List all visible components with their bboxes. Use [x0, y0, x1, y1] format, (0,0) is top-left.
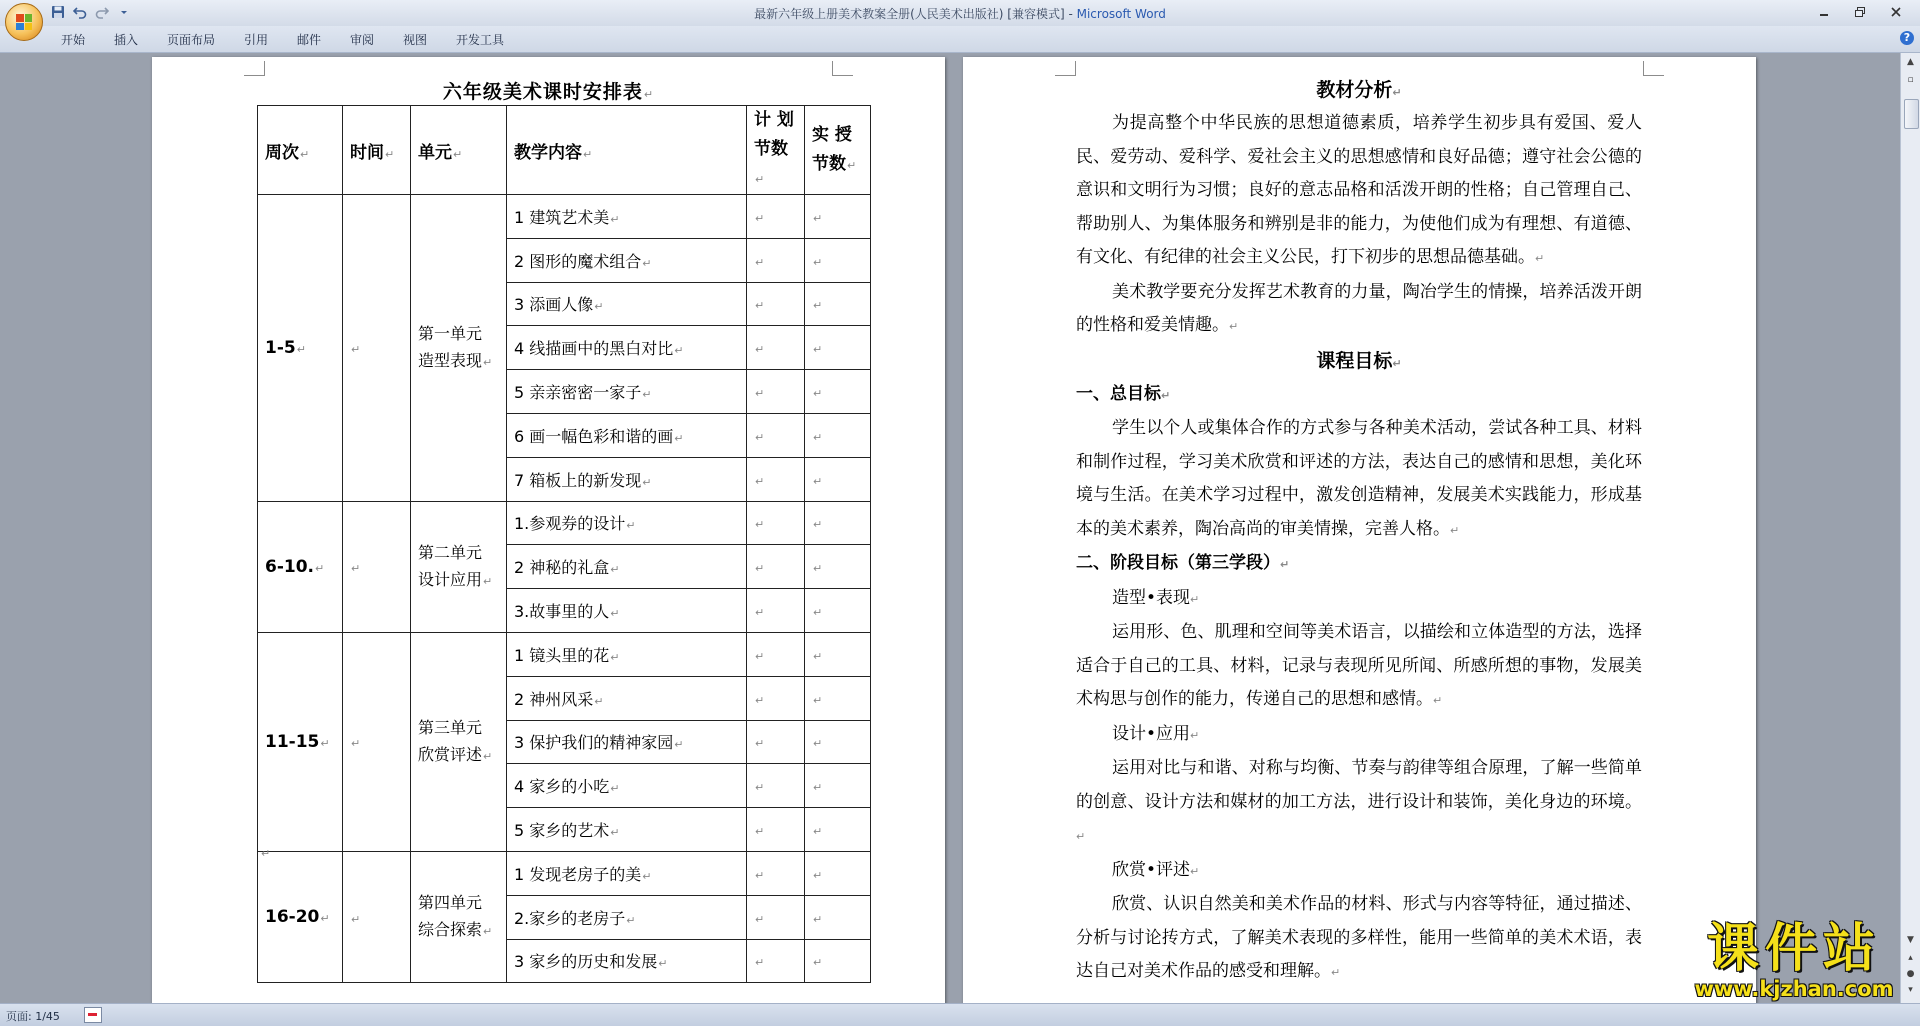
tab-insert[interactable]: 插入 — [114, 33, 139, 47]
cell-mark-icon: ↵ — [755, 781, 765, 795]
section-heading-text: 一、总目标 — [1076, 383, 1161, 404]
cell-mark-icon: ↵ — [813, 912, 823, 926]
planned-hours-cell[interactable] — [747, 457, 805, 501]
week-label: 11-15 — [265, 731, 320, 752]
cell-mark-icon: ↵ — [296, 342, 306, 356]
table-row — [258, 632, 871, 676]
cell-mark-icon: ↵ — [351, 343, 361, 357]
table-row — [258, 851, 871, 895]
cell-mark-icon: ↵ — [755, 825, 765, 839]
lesson-label: 2 图形的魔术组合 — [514, 251, 642, 271]
unit-label-line1: 第一单元 — [418, 323, 483, 343]
office-logo-icon — [16, 14, 32, 30]
paragraph-mark-icon: ↵ — [1280, 558, 1290, 571]
subheading — [1076, 718, 1642, 753]
lesson-cell[interactable] — [507, 851, 747, 895]
lesson-cell[interactable] — [507, 326, 747, 370]
paragraph — [1076, 107, 1642, 276]
planned-hours-cell[interactable] — [747, 589, 805, 633]
title-separator: - — [1064, 7, 1077, 21]
cell-mark-icon: ↵ — [610, 212, 620, 226]
ribbon-tabs — [0, 26, 1920, 53]
planned-hours-cell[interactable] — [747, 808, 805, 852]
paragraph-mark-icon: ↵ — [1392, 86, 1402, 99]
cell-mark-icon: ↵ — [755, 299, 765, 313]
cell-mark-icon: ↵ — [755, 343, 765, 357]
unit-label-line2: 综合探索 — [418, 920, 483, 940]
planned-hours-cell[interactable] — [747, 895, 805, 939]
minimize-icon[interactable] — [1806, 2, 1842, 22]
help-icon[interactable]: ? — [1900, 31, 1914, 45]
actual-hours-cell[interactable] — [805, 238, 871, 282]
cell-mark-icon: ↵ — [351, 737, 361, 751]
unit-cell[interactable] — [411, 851, 507, 982]
cell-mark-icon: ↵ — [755, 606, 765, 620]
actual-hours-cell[interactable] — [805, 808, 871, 852]
planned-hours-cell[interactable] — [747, 764, 805, 808]
paragraph-mark-icon: ↵ — [1190, 864, 1200, 878]
week-cell[interactable] — [258, 501, 343, 632]
lesson-cell[interactable] — [507, 282, 747, 326]
select-browse-object-icon[interactable]: ● — [1906, 969, 1915, 979]
tab-developer[interactable]: 开发工具 — [456, 33, 505, 47]
actual-hours-cell[interactable] — [805, 501, 871, 545]
watermark-url: www.kjzhan.com — [1694, 977, 1894, 1001]
header-actual — [805, 106, 871, 195]
lesson-label: 5 家乡的艺术 — [514, 821, 610, 841]
scrollbar-thumb[interactable] — [1904, 99, 1919, 129]
planned-hours-cell[interactable] — [747, 413, 805, 457]
lesson-label: 4 线描画中的黑白对比 — [514, 339, 674, 359]
actual-hours-cell[interactable] — [805, 939, 871, 983]
table-row — [258, 501, 871, 545]
paragraph-mark-icon: ↵ — [1535, 252, 1545, 265]
cell-mark-icon: ↵ — [813, 606, 823, 620]
lesson-cell[interactable] — [507, 589, 747, 633]
cell-mark-icon: ↵ — [755, 474, 765, 488]
paragraph-mark-icon: ↵ — [1433, 694, 1443, 707]
tab-home[interactable]: 开始 — [61, 33, 86, 47]
cell-mark-icon: ↵ — [594, 300, 604, 314]
cell-mark-icon: ↵ — [315, 561, 325, 575]
cell-mark-icon: ↵ — [813, 255, 823, 269]
unit-cell[interactable] — [411, 632, 507, 851]
cell-mark-icon: ↵ — [610, 826, 620, 840]
paragraph — [1076, 752, 1642, 854]
paragraph-mark-icon: ↵ — [1229, 320, 1239, 333]
cell-mark-icon: ↵ — [483, 574, 493, 588]
cell-mark-icon: ↵ — [813, 430, 823, 444]
table-title — [152, 77, 945, 104]
cell-mark-icon: ↵ — [755, 255, 765, 269]
title-bar — [0, 0, 1920, 27]
actual-hours-cell[interactable] — [805, 589, 871, 633]
paragraph-mark-icon: ↵ — [643, 88, 655, 101]
cell-mark-icon: ↵ — [483, 925, 493, 939]
cell-mark-icon: ↵ — [755, 912, 765, 926]
planned-hours-cell[interactable] — [747, 282, 805, 326]
cell-mark-icon: ↵ — [813, 649, 823, 663]
actual-hours-cell[interactable] — [805, 195, 871, 239]
cell-mark-icon: ↵ — [755, 649, 765, 663]
cell-mark-icon: ↵ — [813, 825, 823, 839]
header-unit — [411, 106, 507, 195]
tab-references[interactable]: 引用 — [244, 33, 269, 47]
lesson-cell[interactable] — [507, 632, 747, 676]
cell-mark-icon: ↵ — [642, 475, 652, 489]
unit-cell[interactable] — [411, 501, 507, 632]
cell-mark-icon: ↵ — [755, 173, 765, 186]
cell-mark-icon: ↵ — [453, 147, 463, 161]
week-label: 16-20 — [265, 907, 320, 928]
vertical-scrollbar[interactable] — [1900, 53, 1920, 1003]
cell-mark-icon: ↵ — [847, 158, 857, 172]
lesson-label: 1.参观券的设计 — [514, 514, 626, 534]
watermark — [1668, 920, 1920, 1010]
paragraph-mark-icon: ↵ — [1076, 830, 1086, 843]
paragraph-mark-icon: ↵ — [1161, 388, 1171, 402]
lesson-label: 1 建筑艺术美 — [514, 207, 610, 227]
document-area[interactable] — [0, 53, 1900, 1003]
paragraph-text: 欣赏、认识自然美和美术作品的材料、形式与内容等特征，通过描述、分析与讨论抟方式，了解美术表现的多样性，能用一些简单的美术术语，表达自己对美术作品的感受和理解。 — [1076, 894, 1642, 981]
lesson-cell[interactable] — [507, 195, 747, 239]
actual-hours-cell[interactable] — [805, 632, 871, 676]
subheading — [1076, 854, 1642, 889]
actual-hours-cell[interactable] — [805, 851, 871, 895]
lesson-cell[interactable] — [507, 895, 747, 939]
paragraph-text: 学生以个人或集体合作的方式参与各种美术活动，尝试各种工具、材料和制作过程，学习美术欣赏和评述的方法，表达自己的感情和思想，美化环境与生活。在美术学习过程中，激发创造精神，发展美术实践能力，形成基本的美术素养，陶冶高尚的审美情操，完善人格。 — [1076, 418, 1642, 539]
header-content — [507, 106, 747, 195]
unit-label-line2: 造型表现 — [418, 350, 483, 370]
planned-hours-cell[interactable] — [747, 195, 805, 239]
cell-mark-icon: ↵ — [483, 355, 493, 369]
cell-mark-icon: ↵ — [642, 256, 652, 270]
cell-mark-icon: ↵ — [755, 211, 765, 225]
lesson-cell[interactable] — [507, 370, 747, 414]
paragraph — [1076, 276, 1642, 344]
subheading — [1076, 582, 1642, 617]
paragraph-text: 运用形、色、肌理和空间等美术语言，以描绘和立体造型的方法，选择适合于自己的工具、材料，记录与表现所见所闻、所感所想的事物，发展美术构思与创作的能力，传递自己的思想和感情。 — [1076, 622, 1642, 709]
cell-mark-icon: ↵ — [626, 913, 636, 927]
planned-hours-cell[interactable] — [747, 545, 805, 589]
lesson-label: 3 家乡的历史和发展 — [514, 952, 658, 972]
unit-label-line2: 欣赏评述 — [418, 744, 483, 764]
cell-mark-icon: ↵ — [583, 147, 593, 161]
paragraph-mark-icon: ↵ — [1392, 356, 1402, 370]
table-title-text: 六年级美术课时安排表 — [442, 81, 643, 103]
paragraph — [1076, 888, 1642, 990]
week-cell[interactable] — [258, 851, 343, 982]
lesson-label: 2 神秘的礼盒 — [514, 558, 610, 578]
tab-page-layout[interactable]: 页面布局 — [167, 33, 216, 47]
window-controls — [1806, 2, 1914, 22]
cell-mark-icon: ↵ — [755, 693, 765, 707]
lesson-label: 3 添画人像 — [514, 295, 594, 315]
heading-text: 课程目标 — [1316, 349, 1393, 372]
planned-hours-cell[interactable] — [747, 238, 805, 282]
cell-mark-icon: ↵ — [674, 344, 684, 358]
lesson-label: 1 镜头里的花 — [514, 645, 610, 665]
tab-view[interactable]: 视图 — [403, 33, 428, 47]
actual-hours-cell[interactable] — [805, 545, 871, 589]
cell-mark-icon: ↵ — [813, 693, 823, 707]
table-header-row — [258, 106, 871, 195]
planned-hours-cell[interactable] — [747, 326, 805, 370]
table-row — [258, 195, 871, 239]
app-name: Microsoft Word — [1076, 7, 1166, 21]
cell-mark-icon: ↵ — [351, 562, 361, 576]
cell-mark-icon: ↵ — [300, 147, 310, 161]
lesson-cell[interactable] — [507, 764, 747, 808]
office-button[interactable] — [5, 3, 43, 41]
paragraph-mark-icon: ↵ — [1450, 523, 1460, 537]
week-label: 1-5 — [265, 337, 296, 358]
cell-mark-icon: ↵ — [813, 211, 823, 225]
subheading-text: 造型•表现 — [1112, 587, 1191, 608]
cell-mark-icon: ↵ — [610, 607, 620, 621]
lesson-label: 2.家乡的老房子 — [514, 908, 626, 928]
cell-mark-icon: ↵ — [642, 388, 652, 402]
cell-mark-icon: ↵ — [594, 694, 604, 708]
lesson-label: 2 神州风采 — [514, 689, 594, 709]
actual-hours-cell[interactable] — [805, 764, 871, 808]
planned-hours-cell[interactable] — [747, 632, 805, 676]
actual-hours-cell[interactable] — [805, 457, 871, 501]
cell-mark-icon: ↵ — [642, 869, 652, 883]
paragraph-text: 美术教学要充分发挥艺术教育的力量，陶冶学生的情操，培养活泼开朗的性格和爱美情趣。 — [1076, 281, 1642, 335]
header-week-label: 周次 — [265, 142, 299, 163]
cell-mark-icon: ↵ — [610, 782, 620, 796]
right-page-text[interactable] — [1076, 73, 1642, 990]
section-heading — [1076, 547, 1642, 582]
paragraph — [1076, 412, 1642, 547]
cell-mark-icon: ↵ — [813, 781, 823, 795]
lesson-label: 1 发现老房子的美 — [514, 864, 642, 884]
cell-mark-icon: ↵ — [755, 956, 765, 970]
window-title — [0, 5, 1920, 22]
lesson-label: 7 箱板上的新发现 — [514, 470, 642, 490]
lesson-cell[interactable] — [507, 676, 747, 720]
cell-mark-icon: ↵ — [755, 387, 765, 401]
page-right[interactable] — [963, 57, 1756, 1003]
cell-mark-icon: ↵ — [483, 749, 493, 763]
lesson-label: 5 亲亲密密一家子 — [514, 383, 642, 403]
actual-hours-cell[interactable] — [805, 370, 871, 414]
header-time — [343, 106, 411, 195]
unit-label-line1: 第四单元 — [418, 893, 483, 913]
cell-mark-icon: ↵ — [813, 518, 823, 532]
actual-hours-cell[interactable] — [805, 282, 871, 326]
heading-course-goals — [1076, 344, 1642, 378]
actual-hours-cell[interactable] — [805, 720, 871, 764]
week-cell[interactable] — [258, 195, 343, 502]
lesson-cell[interactable] — [507, 808, 747, 852]
cell-mark-icon: ↵ — [610, 650, 620, 664]
unit-cell[interactable] — [411, 195, 507, 502]
actual-hours-cell[interactable] — [805, 676, 871, 720]
lesson-cell[interactable] — [507, 413, 747, 457]
header-planned-line1: 计 划 — [754, 110, 794, 130]
planned-hours-cell[interactable] — [747, 501, 805, 545]
cell-mark-icon: ↵ — [658, 957, 668, 971]
cell-mark-icon: ↵ — [626, 519, 636, 533]
lesson-label: 4 家乡的小吃 — [514, 777, 610, 797]
time-cell[interactable] — [343, 851, 411, 982]
heading-text: 教材分析 — [1316, 79, 1393, 101]
cell-mark-icon: ↵ — [385, 147, 395, 161]
cell-mark-icon: ↵ — [320, 736, 330, 750]
cell-mark-icon: ↵ — [813, 868, 823, 882]
paragraph-mark-icon: ↵ — [1190, 592, 1200, 606]
tab-review[interactable]: 审阅 — [350, 33, 375, 47]
unit-label-line1: 第三单元 — [418, 717, 483, 737]
paragraph-mark-icon: ↵ — [261, 847, 271, 860]
lesson-cell[interactable] — [507, 238, 747, 282]
crop-mark — [244, 61, 265, 76]
planned-hours-cell[interactable] — [747, 370, 805, 414]
cell-mark-icon: ↵ — [755, 430, 765, 444]
header-unit-label: 单元 — [418, 142, 452, 163]
header-planned — [747, 106, 805, 195]
cell-mark-icon: ↵ — [813, 474, 823, 488]
restore-icon[interactable] — [1842, 2, 1878, 22]
crop-mark — [832, 61, 853, 76]
cell-mark-icon: ↵ — [813, 299, 823, 313]
previous-page-icon[interactable]: ▴ — [1908, 953, 1913, 963]
section-heading-text: 二、阶段目标（第三学段） — [1076, 553, 1280, 573]
unit-label-line1: 第二单元 — [418, 542, 483, 562]
header-content-label: 教学内容 — [514, 142, 582, 163]
lesson-cell[interactable] — [507, 457, 747, 501]
actual-hours-cell[interactable] — [805, 413, 871, 457]
unit-label-line2: 设计应用 — [418, 569, 483, 589]
crop-mark — [1055, 61, 1076, 76]
planned-hours-cell[interactable] — [747, 720, 805, 764]
cell-mark-icon: ↵ — [755, 562, 765, 576]
cell-mark-icon: ↵ — [755, 868, 765, 882]
paragraph-text: 为提高整个中华民族的思想道德素质，培养学生初步具有爱国、爱人民、爱劳动、爱科学、爱社会主义的思想感情和良好品德；遵守社会公德的意识和文明行为习惯；良好的意志品格和活泼开朗的性格；自己管理自己、帮助别人、为集体服务和辨别是非的能力，为使他们成为有理想、有道德、有文化、有纪律的社会主义公民，打下初步的思想品德基础。 — [1076, 113, 1642, 267]
week-label: 6-10. — [265, 556, 314, 577]
cell-mark-icon: ↵ — [813, 343, 823, 357]
scroll-up-icon[interactable]: ▲ — [1907, 57, 1914, 67]
paragraph-text: 运用对比与和谐、对称与均衡、节奏与韵律等组合原理，了解一些简单的创意、设计方法和媒材的加工方法，进行设计和装饰，美化身边的环境。 — [1076, 758, 1642, 812]
paragraph-mark-icon: ↵ — [1190, 728, 1200, 742]
planned-hours-cell[interactable] — [747, 939, 805, 983]
lesson-label: 3.故事里的人 — [514, 602, 610, 622]
subheading-text: 设计•应用 — [1112, 723, 1191, 744]
heading-textbook-analysis — [1076, 73, 1642, 107]
cell-mark-icon: ↵ — [674, 738, 684, 752]
time-cell[interactable] — [343, 632, 411, 851]
actual-hours-cell[interactable] — [805, 326, 871, 370]
week-cell[interactable] — [258, 632, 343, 851]
schedule-table[interactable] — [257, 105, 871, 983]
planned-hours-cell[interactable] — [747, 851, 805, 895]
close-icon[interactable] — [1878, 2, 1914, 22]
tab-mailings[interactable]: 邮件 — [297, 33, 322, 47]
paragraph-mark-icon: ↵ — [1331, 966, 1341, 979]
cell-mark-icon: ↵ — [610, 563, 620, 577]
cell-mark-icon: ↵ — [813, 562, 823, 576]
cell-mark-icon: ↵ — [755, 737, 765, 751]
paragraph — [1076, 616, 1642, 718]
planned-hours-cell[interactable] — [747, 676, 805, 720]
header-time-label: 时间 — [350, 142, 384, 163]
time-cell[interactable] — [343, 501, 411, 632]
lesson-cell[interactable] — [507, 545, 747, 589]
page-indicator[interactable]: 页面: 1/45 — [6, 1010, 60, 1023]
watermark-text: 课件站 — [1706, 919, 1881, 979]
lesson-label: 3 保护我们的精神家园 — [514, 733, 674, 753]
header-planned-line2: 节数 — [754, 139, 788, 159]
lesson-cell[interactable] — [507, 501, 747, 545]
cell-mark-icon: ↵ — [320, 912, 330, 926]
page-left[interactable] — [152, 57, 945, 1003]
header-actual-line1: 实 授 — [812, 124, 852, 145]
status-bar — [0, 1003, 1920, 1026]
crop-mark — [1643, 61, 1664, 76]
section-heading — [1076, 378, 1642, 413]
next-page-icon[interactable]: ▾ — [1908, 985, 1913, 995]
cell-mark-icon: ↵ — [755, 518, 765, 532]
cell-mark-icon: ↵ — [813, 737, 823, 751]
subheading-text: 欣赏•评述 — [1112, 859, 1191, 880]
scroll-down-icon[interactable]: ▼ — [1907, 935, 1914, 945]
cell-mark-icon: ↵ — [813, 387, 823, 401]
header-actual-line2: 节数 — [812, 153, 846, 174]
proofing-icon[interactable] — [84, 1007, 102, 1023]
ruler-toggle-icon[interactable]: ▫ — [1907, 75, 1914, 85]
cell-mark-icon: ↵ — [813, 956, 823, 970]
cell-mark-icon: ↵ — [674, 431, 684, 445]
schedule-table-body[interactable] — [258, 195, 871, 983]
actual-hours-cell[interactable] — [805, 895, 871, 939]
document-title: 最新六年级上册美术教案全册(人民美术出版社) [兼容模式] — [754, 7, 1065, 21]
lesson-cell[interactable] — [507, 720, 747, 764]
lesson-cell[interactable] — [507, 939, 747, 983]
cell-mark-icon: ↵ — [351, 912, 361, 926]
header-week — [258, 106, 343, 195]
lesson-label: 6 画一幅色彩和谐的画 — [514, 426, 674, 446]
time-cell[interactable] — [343, 195, 411, 502]
